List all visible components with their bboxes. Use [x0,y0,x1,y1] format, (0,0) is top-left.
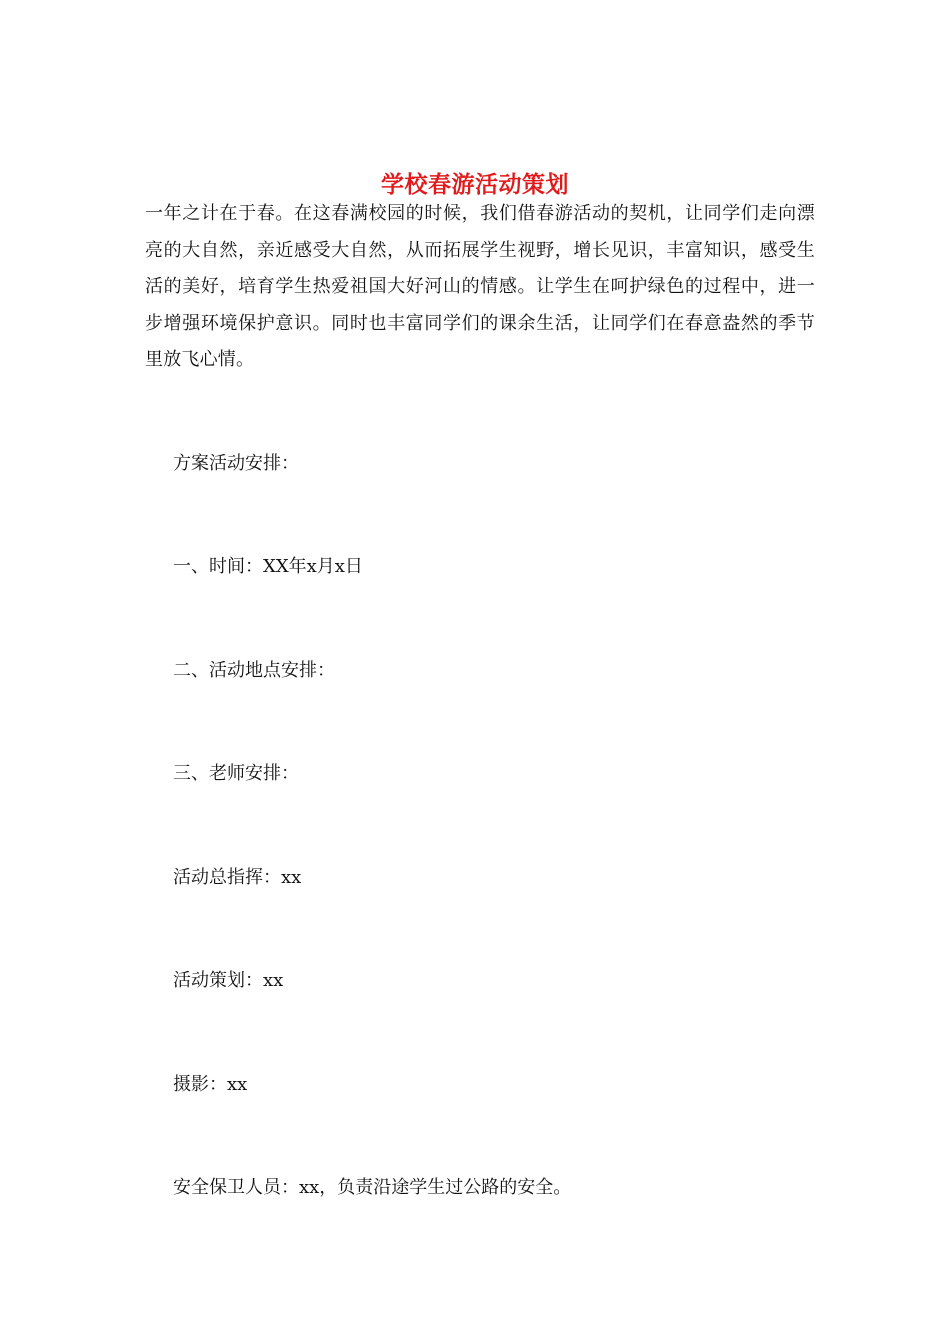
teacher-heading: 三、老师安排： [173,763,299,784]
intro-paragraph: 一年之计在于春。在这春满校园的时候，我们借春游活动的契机，让同学们走向漂亮的大自然，亲近感受大自然，从而拓展学生视野，增长见识，丰富知识，感受生活的美好，培育学生热爱祖国大好河山的情感。让学生在呵护绿色的过程中，进一步增强环境保护意识。同时也丰富同学们的课余生活，让同学们在春意盎然的季节里放飞心情。 [145,203,815,371]
document-title: 学校春游活动策划 [381,171,569,199]
photography-line: 摄影：xx [173,1074,248,1095]
location-heading: 二、活动地点安排： [173,660,335,681]
planner-line: 活动策划：xx [173,970,284,991]
director-line: 活动总指挥：xx [173,867,302,888]
plan-heading: 方案活动安排： [173,453,299,474]
security-line: 安全保卫人员：xx，负责沿途学生过公路的安全。 [173,1177,572,1198]
time-line: 一、时间：XX年x月x日 [173,556,363,577]
